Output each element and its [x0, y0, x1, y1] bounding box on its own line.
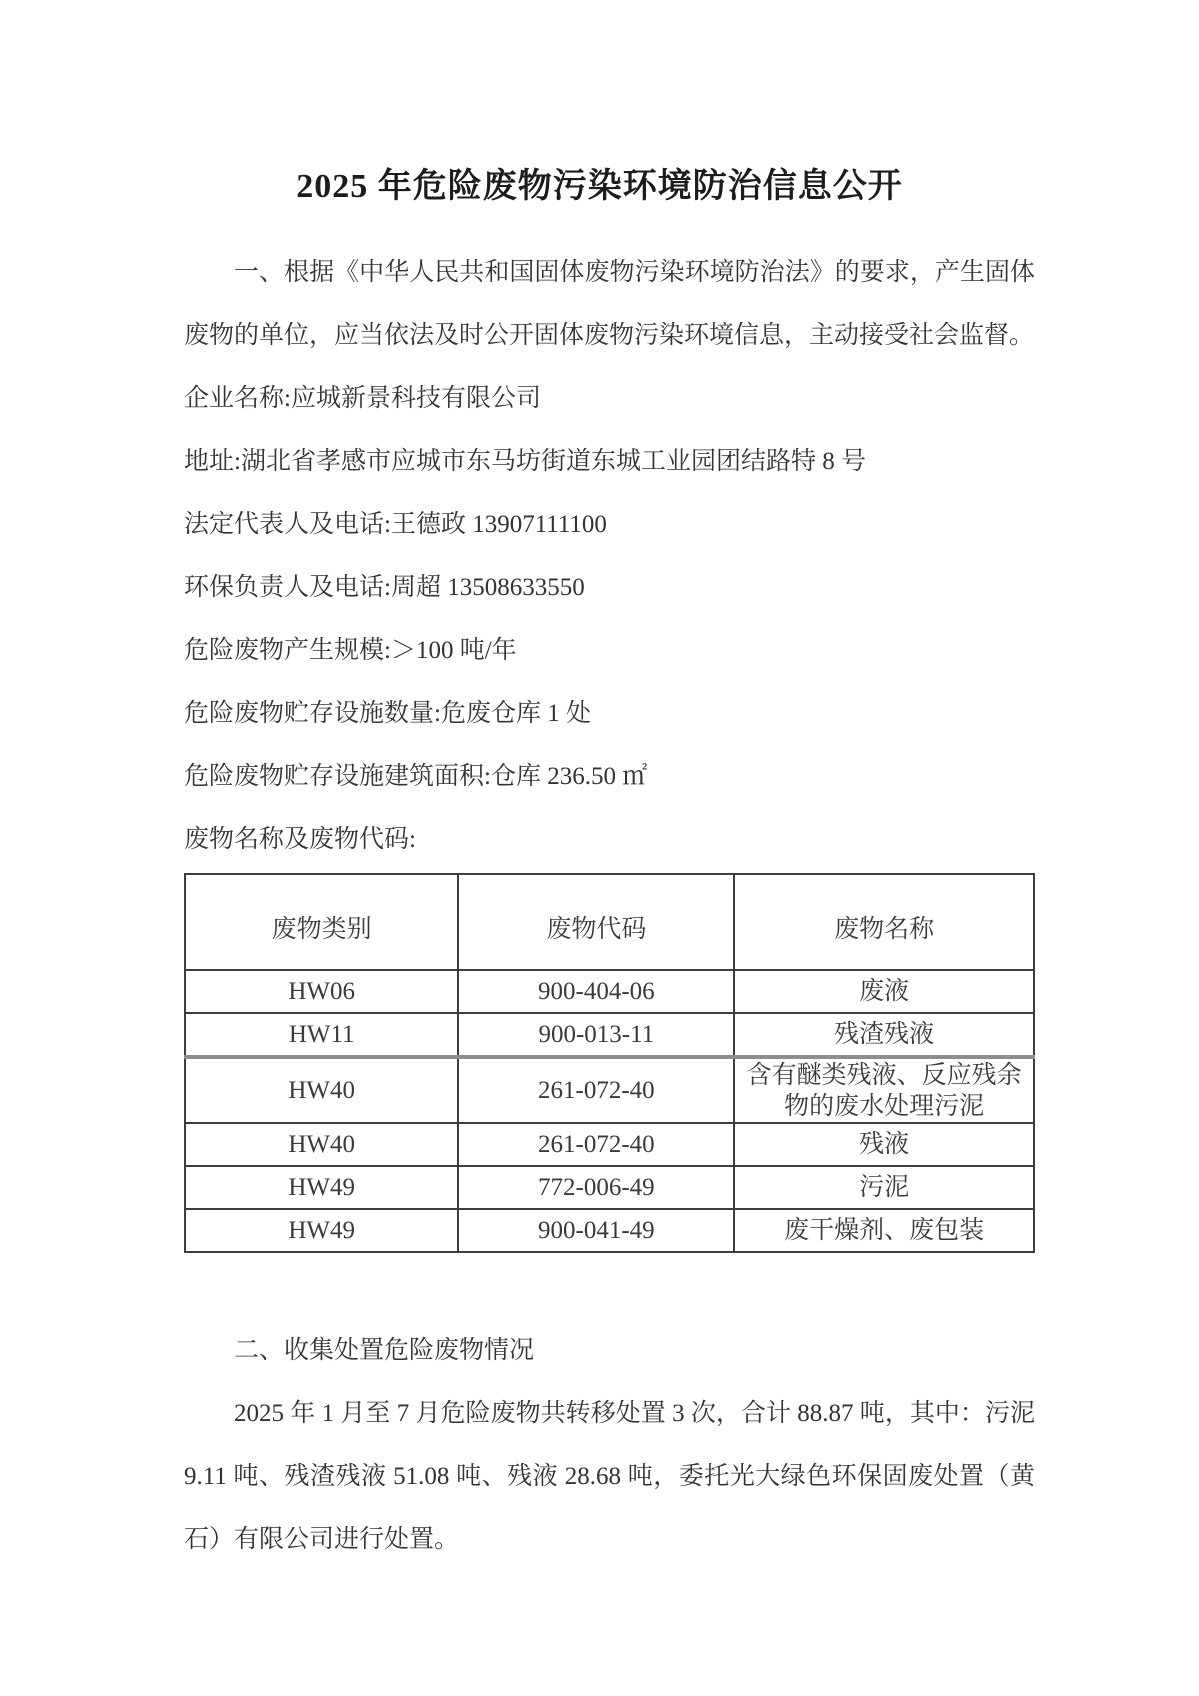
- cell-name: 残液: [734, 1123, 1034, 1166]
- table-row: [185, 1013, 1034, 1057]
- cell-category: HW49: [185, 1209, 458, 1252]
- cell-category: HW11: [185, 1013, 458, 1057]
- waste-code-table: [184, 873, 1035, 1253]
- cell-name: 废干燥剂、废包装: [734, 1209, 1034, 1252]
- intro-paragraph: 一、根据《中华人民共和国固体废物污染环境防治法》的要求，产生固体废物的单位，应当依法及时公开固体废物污染环境信息，主动接受社会监督。: [184, 259, 1035, 349]
- address-line: 地址:湖北省孝感市应城市东马坊街道东城工业园团结路特 8 号: [184, 448, 866, 475]
- document-title: 2025 年危险废物污染环境防治信息公开: [296, 168, 903, 205]
- waste-scale-line: 危险废物产生规模:＞100 吨/年: [184, 637, 517, 664]
- disposal-paragraph: 2025 年 1 月至 7 月危险废物共转移处置 3 次，合计 88.87 吨，其中：污泥 9.11 吨、残渣残液 51.08 吨、残液 28.68 吨，委托光大绿色环保固废处置（黄石）有限公司进行处置。: [184, 1400, 1035, 1553]
- table-caption-line: 废物名称及废物代码:: [184, 826, 416, 853]
- cell-name: 废液: [734, 970, 1034, 1013]
- cell-category: HW40: [185, 1057, 458, 1123]
- cell-code: 261-072-40: [458, 1057, 734, 1123]
- cell-name: 污泥: [734, 1166, 1034, 1209]
- company-name-line: 企业名称:应城新景科技有限公司: [184, 385, 541, 412]
- storage-area-line: 危险废物贮存设施建筑面积:仓库 236.50 ㎡: [184, 763, 648, 790]
- header-waste-category: 废物类别: [185, 874, 458, 970]
- cell-category: HW06: [185, 970, 458, 1013]
- table-row: [185, 1166, 1034, 1209]
- legal-representative-line: 法定代表人及电话:王德政 13907111100: [184, 511, 607, 538]
- table-header-row: [185, 874, 1034, 970]
- env-officer-line: 环保负责人及电话:周超 13508633550: [184, 574, 585, 601]
- cell-name: 残渣残液: [734, 1013, 1034, 1057]
- cell-name: 含有醚类残液、反应残余物的废水处理污泥: [734, 1057, 1034, 1123]
- table-row: [185, 1209, 1034, 1252]
- storage-count-line: 危险废物贮存设施数量:危废仓库 1 处: [184, 700, 591, 727]
- section2-heading: 二、收集处置危险废物情况: [234, 1337, 535, 1364]
- table-row: [185, 1057, 1034, 1123]
- header-waste-code: 废物代码: [458, 874, 734, 970]
- cell-code: 900-041-49: [458, 1209, 734, 1252]
- cell-category: HW49: [185, 1166, 458, 1209]
- cell-code: 772-006-49: [458, 1166, 734, 1209]
- table-row: [185, 1123, 1034, 1166]
- cell-code: 900-013-11: [458, 1013, 734, 1057]
- cell-code: 261-072-40: [458, 1123, 734, 1166]
- document-body: [184, 241, 1035, 1571]
- header-waste-name: 废物名称: [734, 874, 1034, 970]
- cell-code: 900-404-06: [458, 970, 734, 1013]
- cell-category: HW40: [185, 1123, 458, 1166]
- table-row: [185, 970, 1034, 1013]
